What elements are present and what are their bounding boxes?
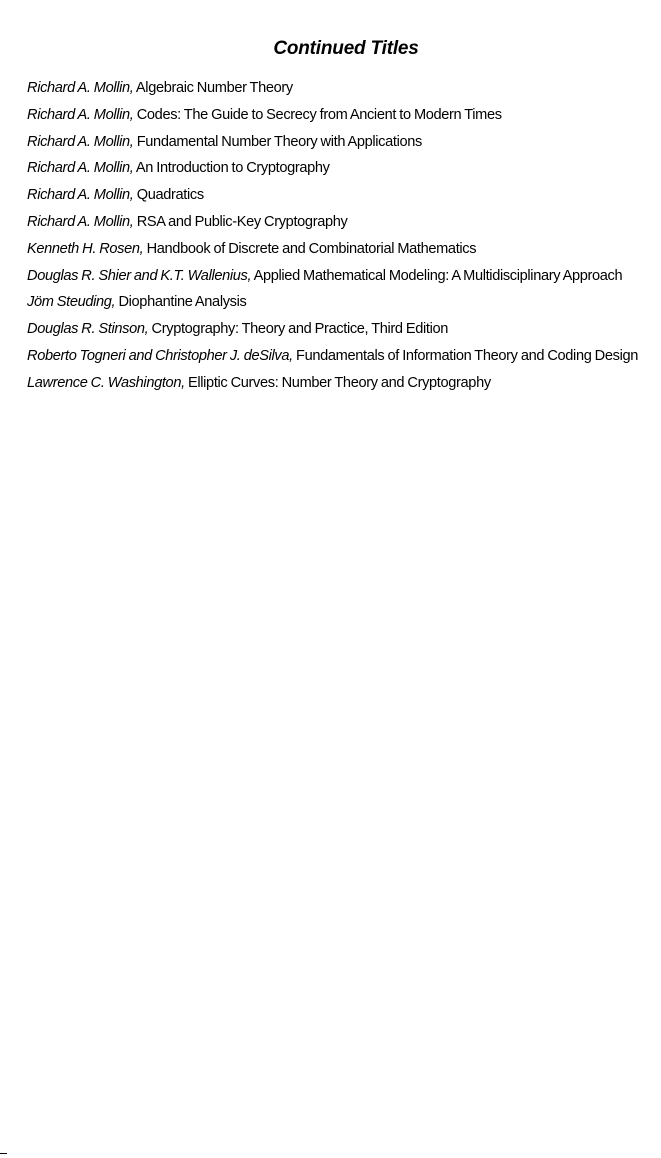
book-title: Handbook of Discrete and Combinatorial Mathematics (143, 240, 477, 257)
title-entry (27, 347, 661, 365)
author-name: Richard A. Mollin, (27, 106, 134, 123)
book-title: Elliptic Curves: Number Theory and Cryptography (184, 374, 491, 391)
book-title: Applied Mathematical Modeling: A Multidisciplinary Approach (251, 267, 623, 284)
page-title: Continued Titles (273, 38, 419, 59)
author-name: Richard A. Mollin, (27, 160, 134, 177)
title-entry (27, 159, 661, 177)
author-name: Roberto Togneri and Christopher J. deSilva, (27, 347, 293, 364)
author-name: Lawrence C. Washington, (27, 374, 185, 391)
continued-titles-list (27, 79, 661, 401)
book-title: Cryptography: Theory and Practice, Third Edition (148, 321, 449, 338)
author-name: Richard A. Mollin, (27, 213, 134, 230)
book-title: Quadratics (133, 187, 204, 204)
title-entry (27, 267, 661, 285)
author-name: Richard A. Mollin, (27, 133, 134, 150)
title-entry (27, 133, 661, 151)
title-entry (27, 186, 661, 204)
author-name: Richard A. Mollin, (27, 80, 134, 96)
title-entry (27, 320, 661, 338)
book-title: Fundamentals of Information Theory and Coding Design (292, 347, 639, 364)
title-entry (27, 106, 661, 124)
author-name: Douglas R. Shier and K.T. Wallenius, (27, 267, 252, 284)
author-name: Richard A. Mollin, (27, 187, 134, 204)
book-title: An Introduction to Cryptography (133, 160, 330, 177)
book-title: RSA and Public-Key Cryptography (133, 213, 348, 230)
title-entry (27, 374, 661, 392)
bottom-rule-mark (0, 1153, 7, 1154)
book-title: Fundamental Number Theory with Applications (133, 133, 422, 150)
title-entry (27, 79, 661, 97)
title-entry (27, 213, 661, 231)
author-name: Douglas R. Stinson, (27, 321, 149, 338)
title-entry (27, 240, 661, 258)
title-entry (27, 293, 661, 311)
author-name: Jöm Steuding, (27, 294, 116, 311)
book-title: Codes: The Guide to Secrecy from Ancient to Modern Times (133, 106, 502, 123)
book-title: Diophantine Analysis (115, 294, 247, 311)
book-title: Algebraic Number Theory (133, 80, 293, 96)
author-name: Kenneth H. Rosen, (27, 240, 144, 257)
